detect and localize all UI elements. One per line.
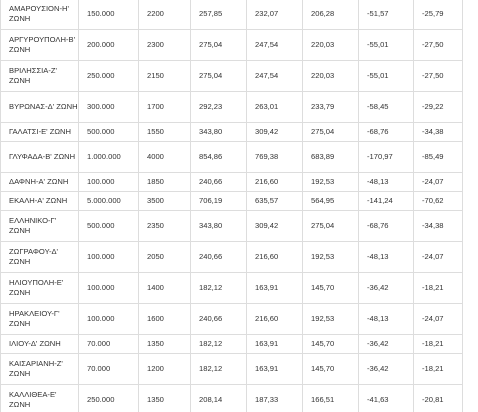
area-cell: ΑΡΓΥΡΟΥΠΟΛΗ-Β' ΖΩΝΗ xyxy=(1,30,79,61)
value-cell: 2300 xyxy=(139,30,191,61)
value-cell: -70,62 xyxy=(414,192,463,211)
value-cell: -48,13 xyxy=(359,242,414,273)
value-cell: 250.000 xyxy=(79,385,139,412)
area-cell: ΓΛΥΦΑΔΑ-Β' ΖΩΝΗ xyxy=(1,142,79,173)
value-cell: 145,70 xyxy=(303,273,359,304)
value-cell: 216,60 xyxy=(247,304,303,335)
value-cell: 3500 xyxy=(139,192,191,211)
table-row xyxy=(1,304,463,335)
table-row xyxy=(1,30,463,61)
value-cell: 206,28 xyxy=(303,0,359,30)
value-cell: 2200 xyxy=(139,0,191,30)
value-cell: 247,54 xyxy=(247,61,303,92)
value-cell: 2050 xyxy=(139,242,191,273)
value-cell: 145,70 xyxy=(303,335,359,354)
value-cell: 182,12 xyxy=(191,273,247,304)
value-cell: 706,19 xyxy=(191,192,247,211)
value-cell: 635,57 xyxy=(247,192,303,211)
value-cell: 163,91 xyxy=(247,354,303,385)
value-cell: 2150 xyxy=(139,61,191,92)
value-cell: 500.000 xyxy=(79,123,139,142)
table-row xyxy=(1,211,463,242)
area-cell: ΒΥΡΩΝΑΣ-Δ' ΖΩΝΗ xyxy=(1,92,79,123)
table-row xyxy=(1,0,463,30)
area-cell: ΕΚΑΛΗ-Α' ΖΩΝΗ xyxy=(1,192,79,211)
value-cell: 240,66 xyxy=(191,173,247,192)
value-cell: -18,21 xyxy=(414,273,463,304)
value-cell: 166,51 xyxy=(303,385,359,412)
table-row xyxy=(1,61,463,92)
value-cell: 309,42 xyxy=(247,123,303,142)
value-cell: -27,50 xyxy=(414,61,463,92)
value-cell: 275,04 xyxy=(191,30,247,61)
value-cell: 1600 xyxy=(139,304,191,335)
value-cell: 1350 xyxy=(139,335,191,354)
area-cell: ΗΡΑΚΛΕΙΟΥ-Γ' ΖΩΝΗ xyxy=(1,304,79,335)
value-cell: 275,04 xyxy=(303,211,359,242)
table-row xyxy=(1,385,463,412)
value-cell: -141,24 xyxy=(359,192,414,211)
value-cell: 233,79 xyxy=(303,92,359,123)
value-cell: 247,54 xyxy=(247,30,303,61)
value-cell: -55,01 xyxy=(359,30,414,61)
value-cell: -68,76 xyxy=(359,211,414,242)
value-cell: 216,60 xyxy=(247,242,303,273)
area-cell: ΑΜΑΡΟΥΣΙΟΝ-Η' ΖΩΝΗ xyxy=(1,0,79,30)
value-cell: 200.000 xyxy=(79,30,139,61)
value-cell: -18,21 xyxy=(414,335,463,354)
value-cell: -68,76 xyxy=(359,123,414,142)
value-cell: -48,13 xyxy=(359,304,414,335)
area-cell: ΚΑΙΣΑΡΙΑΝΗ-Ζ' ΖΩΝΗ xyxy=(1,354,79,385)
value-cell: 343,80 xyxy=(191,211,247,242)
value-cell: 1550 xyxy=(139,123,191,142)
value-cell: 163,91 xyxy=(247,273,303,304)
value-cell: -24,07 xyxy=(414,173,463,192)
table-row xyxy=(1,142,463,173)
value-cell: -29,22 xyxy=(414,92,463,123)
value-cell: -34,38 xyxy=(414,211,463,242)
value-cell: -36,42 xyxy=(359,335,414,354)
value-cell: 500.000 xyxy=(79,211,139,242)
value-cell: 150.000 xyxy=(79,0,139,30)
area-cell: ΓΑΛΑΤΣΙ-Ε' ΖΩΝΗ xyxy=(1,123,79,142)
value-cell: 187,33 xyxy=(247,385,303,412)
value-cell: -170,97 xyxy=(359,142,414,173)
value-cell: 683,89 xyxy=(303,142,359,173)
area-cell: ΖΩΓΡΑΦΟΥ-Δ' ΖΩΝΗ xyxy=(1,242,79,273)
value-cell: -24,07 xyxy=(414,242,463,273)
area-cell: ΙΛΙΟΥ-Δ' ΖΩΝΗ xyxy=(1,335,79,354)
value-cell: 854,86 xyxy=(191,142,247,173)
value-cell: -36,42 xyxy=(359,354,414,385)
value-cell: 1850 xyxy=(139,173,191,192)
value-cell: 192,53 xyxy=(303,242,359,273)
value-cell: 564,95 xyxy=(303,192,359,211)
area-cell: ΚΑΛΛΙΘΕΑ-Ε' ΖΩΝΗ xyxy=(1,385,79,412)
value-cell: 208,14 xyxy=(191,385,247,412)
area-cell: ΕΛΛΗΝΙΚΟ-Γ' ΖΩΝΗ xyxy=(1,211,79,242)
value-cell: 192,53 xyxy=(303,304,359,335)
value-cell: 220,03 xyxy=(303,61,359,92)
value-cell: -27,50 xyxy=(414,30,463,61)
value-cell: -41,63 xyxy=(359,385,414,412)
value-cell: 216,60 xyxy=(247,173,303,192)
area-cell: ΒΡΙΛΗΣΣΙΑ-Ζ' ΖΩΝΗ xyxy=(1,61,79,92)
value-cell: 275,04 xyxy=(303,123,359,142)
value-cell: -24,07 xyxy=(414,304,463,335)
value-cell: -36,42 xyxy=(359,273,414,304)
value-cell: 1700 xyxy=(139,92,191,123)
value-cell: 240,66 xyxy=(191,304,247,335)
value-cell: 769,38 xyxy=(247,142,303,173)
value-cell: 263,01 xyxy=(247,92,303,123)
value-cell: 1350 xyxy=(139,385,191,412)
value-cell: 100.000 xyxy=(79,304,139,335)
table-row xyxy=(1,242,463,273)
value-cell: -85,49 xyxy=(414,142,463,173)
value-cell: 100.000 xyxy=(79,273,139,304)
table-row xyxy=(1,123,463,142)
table-body xyxy=(1,0,463,412)
value-cell: -58,45 xyxy=(359,92,414,123)
area-cell: ΗΛΙΟΥΠΟΛΗ-Ε' ΖΩΝΗ xyxy=(1,273,79,304)
value-cell: 257,85 xyxy=(191,0,247,30)
value-cell: 343,80 xyxy=(191,123,247,142)
value-cell: -18,21 xyxy=(414,354,463,385)
value-cell: 232,07 xyxy=(247,0,303,30)
area-cell: ΔΑΦΝΗ-Α' ΖΩΝΗ xyxy=(1,173,79,192)
value-cell: 220,03 xyxy=(303,30,359,61)
value-cell: 4000 xyxy=(139,142,191,173)
table-row xyxy=(1,192,463,211)
value-cell: 100.000 xyxy=(79,242,139,273)
value-cell: -20,81 xyxy=(414,385,463,412)
table-row xyxy=(1,273,463,304)
value-cell: 1200 xyxy=(139,354,191,385)
value-cell: 100.000 xyxy=(79,173,139,192)
value-cell: 292,23 xyxy=(191,92,247,123)
value-cell: 250.000 xyxy=(79,61,139,92)
value-cell: 145,70 xyxy=(303,354,359,385)
value-cell: -25,79 xyxy=(414,0,463,30)
value-cell: 275,04 xyxy=(191,61,247,92)
value-cell: -34,38 xyxy=(414,123,463,142)
value-cell: 182,12 xyxy=(191,354,247,385)
value-cell: 300.000 xyxy=(79,92,139,123)
table-row xyxy=(1,354,463,385)
value-cell: 192,53 xyxy=(303,173,359,192)
value-cell: 1.000.000 xyxy=(79,142,139,173)
value-cell: 2350 xyxy=(139,211,191,242)
value-cell: -55,01 xyxy=(359,61,414,92)
table-row xyxy=(1,173,463,192)
value-cell: 309,42 xyxy=(247,211,303,242)
table-row xyxy=(1,335,463,354)
value-cell: 182,12 xyxy=(191,335,247,354)
value-cell: 70.000 xyxy=(79,335,139,354)
table-row xyxy=(1,92,463,123)
value-cell: -48,13 xyxy=(359,173,414,192)
value-cell: 1400 xyxy=(139,273,191,304)
value-cell: 5.000.000 xyxy=(79,192,139,211)
value-cell: 70.000 xyxy=(79,354,139,385)
value-cell: 163,91 xyxy=(247,335,303,354)
value-cell: -51,57 xyxy=(359,0,414,30)
value-cell: 240,66 xyxy=(191,242,247,273)
